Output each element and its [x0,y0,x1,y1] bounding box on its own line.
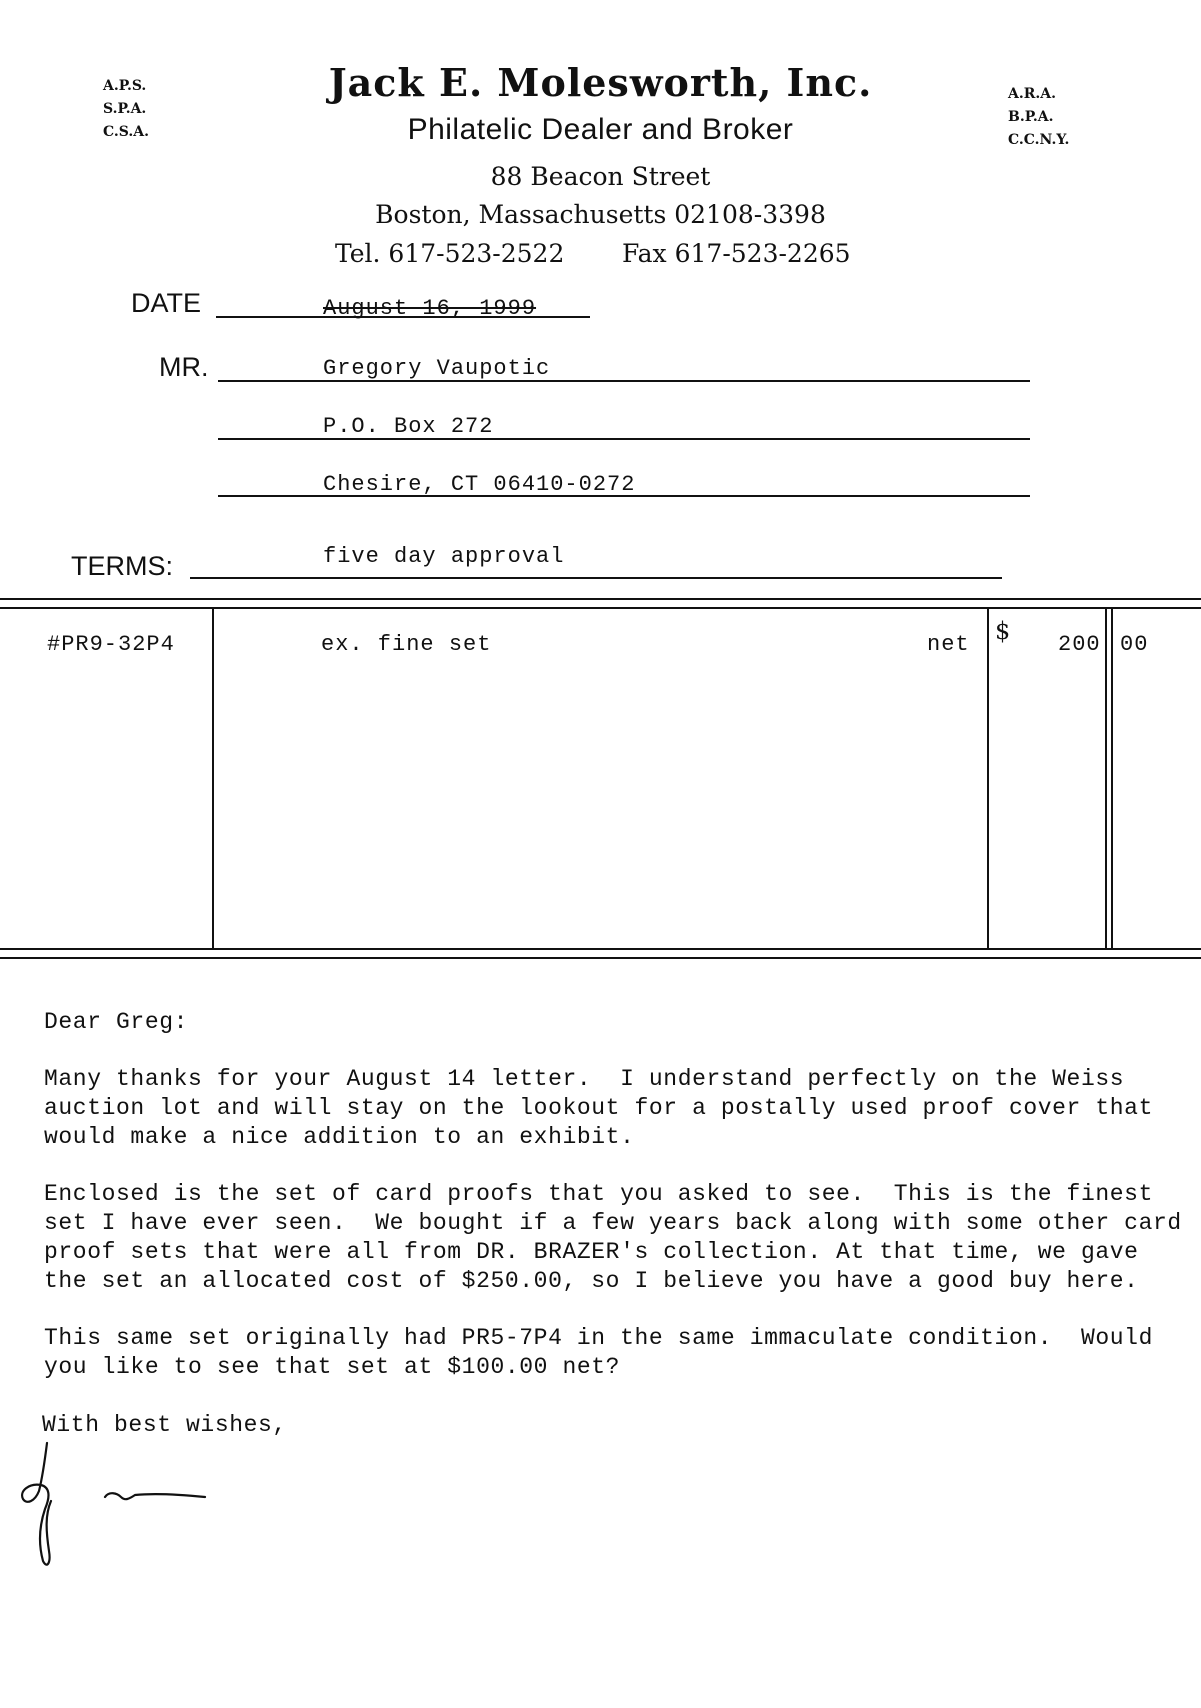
column-divider-item [212,607,214,948]
association-aps: A.P.S. [103,78,147,94]
table-bottom-rule-1 [0,948,1201,950]
terms-label: TERMS: [71,551,174,581]
column-divider-amount [987,607,989,948]
column-divider-cents-2 [1111,607,1113,948]
item-number: #PR9-32P4 [47,632,175,657]
table-top-rule-2 [0,607,1201,609]
letter-paragraph-3: This same set originally had PR5-7P4 in the same immaculate condition. Would you like to see that set at $100.00 net? [44,1325,1153,1380]
company-name: Jack E. Molesworth, Inc. [328,60,873,105]
association-csa: C.S.A. [103,124,149,140]
phone-number: Tel. 617-523-2522 [335,239,565,268]
closing: With best wishes, [42,1412,287,1438]
amount-cents: 00 [1120,632,1149,657]
date-label: DATE [131,288,202,318]
recipient-name: Gregory Vaupotic [323,356,551,381]
signature [15,1435,215,1575]
fax-number: Fax 617-523-2265 [622,239,851,268]
mr-label: MR. [159,352,209,382]
association-ara: A.R.A. [1008,86,1056,102]
table-bottom-rule-2 [0,957,1201,959]
dollar-sign: $ [995,617,1011,645]
terms-rule [190,577,1002,579]
association-bpa: B.P.A. [1008,109,1054,125]
date-value: August 16, 1999 [323,296,537,321]
table-top-rule-1 [0,598,1201,600]
recipient-address-line-2: Chesire, CT 06410-0272 [323,472,636,497]
city-address: Boston, Massachusetts 02108-3398 [375,200,826,229]
terms-value: five day approval [323,544,565,569]
street-address: 88 Beacon Street [490,162,711,191]
column-divider-cents-1 [1105,607,1107,948]
letter-paragraph-2: Enclosed is the set of card proofs that you asked to see. This is the finest set I have ever seen. We bought if a few years back along with some other card proof sets that were all from DR. BRAZER's collection. At that time, we gave the set an allocated cost of $250.00, so I believe you have a good buy here. [44,1181,1182,1294]
amount-dollars: 200 [1058,632,1101,657]
letter-paragraph-1: Many thanks for your August 14 letter. I understand perfectly on the Weiss auction lot and will stay on the lookout for a postally used proof cover that would make a nice addition to an exhibit. [44,1066,1153,1150]
item-note: net [927,632,970,657]
association-spa: S.P.A. [103,101,147,117]
item-description: ex. fine set [321,632,492,657]
association-ccny: C.C.N.Y. [1008,132,1070,148]
company-tagline: Philatelic Dealer and Broker [407,113,794,146]
salutation: Dear Greg: [44,1009,189,1035]
recipient-address-line-1: P.O. Box 272 [323,414,494,439]
